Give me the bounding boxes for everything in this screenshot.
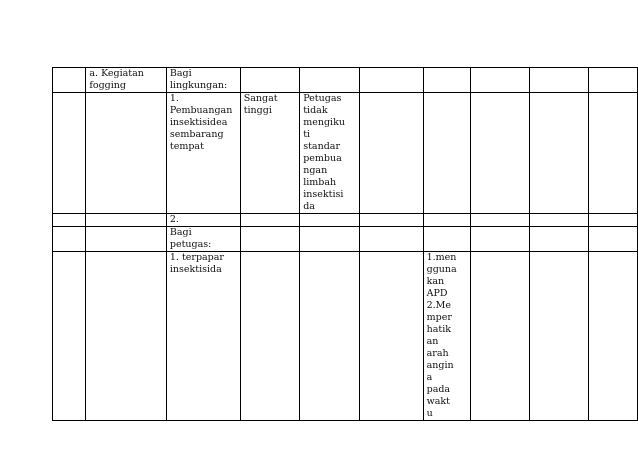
table-cell bbox=[166, 227, 240, 252]
table-cell bbox=[471, 227, 530, 252]
table-cell bbox=[86, 214, 167, 227]
table-row bbox=[53, 214, 638, 227]
table-cell bbox=[588, 68, 637, 93]
table-cell bbox=[240, 227, 300, 252]
table-cell bbox=[240, 68, 300, 93]
table-cell bbox=[300, 68, 360, 93]
table-cell bbox=[471, 93, 530, 214]
table-row bbox=[53, 252, 638, 421]
table-cell bbox=[240, 252, 300, 421]
table-cell bbox=[240, 93, 300, 214]
table-cell bbox=[530, 252, 589, 421]
table-cell bbox=[359, 68, 423, 93]
table-cell bbox=[86, 227, 167, 252]
cell-text: Bagi lingkungan: bbox=[169, 68, 228, 91]
cell-text: 2. bbox=[169, 214, 179, 225]
cell-text: 1. terpapar insektisida bbox=[169, 252, 224, 275]
cell-text: 1. Pembuangan insektisidea sembarang tempat bbox=[169, 93, 233, 152]
table-cell bbox=[471, 252, 530, 421]
cell-text: 1.men gguna kan APD 2.Me mper hatik an arah angin a pada wakt u bbox=[426, 252, 457, 419]
table-cell bbox=[530, 227, 589, 252]
table-cell bbox=[530, 68, 589, 93]
table-cell bbox=[166, 93, 240, 214]
table-cell bbox=[423, 214, 471, 227]
table-cell bbox=[53, 93, 86, 214]
table-cell bbox=[300, 227, 360, 252]
document-table bbox=[52, 67, 638, 421]
table-cell bbox=[166, 68, 240, 93]
table-cell bbox=[359, 214, 423, 227]
cell-text: Bagi petugas: bbox=[169, 227, 212, 250]
table-cell bbox=[423, 93, 471, 214]
cell-text: Sangat tinggi bbox=[243, 93, 278, 116]
cell-text: a. Kegiatan fogging bbox=[89, 68, 144, 91]
table-cell bbox=[300, 252, 360, 421]
table-cell bbox=[86, 252, 167, 421]
table-cell bbox=[423, 68, 471, 93]
table-cell bbox=[423, 227, 471, 252]
table-cell bbox=[240, 214, 300, 227]
table-cell bbox=[423, 252, 471, 421]
table-cell bbox=[471, 68, 530, 93]
table-cell bbox=[166, 252, 240, 421]
table-cell bbox=[359, 227, 423, 252]
table-row bbox=[53, 68, 638, 93]
table-cell bbox=[53, 214, 86, 227]
table-cell bbox=[53, 227, 86, 252]
table-cell bbox=[359, 93, 423, 214]
cell-text: Petugas tidak mengiku ti standar pembua ngan limbah insektisi da bbox=[303, 93, 345, 212]
table-cell bbox=[471, 214, 530, 227]
table-cell bbox=[588, 252, 637, 421]
table-cell bbox=[53, 68, 86, 93]
table-cell bbox=[588, 214, 637, 227]
table-body bbox=[53, 68, 638, 421]
table-cell bbox=[86, 93, 167, 214]
table-cell bbox=[300, 93, 360, 214]
table-cell bbox=[359, 252, 423, 421]
table-cell bbox=[588, 227, 637, 252]
table-cell bbox=[588, 93, 637, 214]
table-row bbox=[53, 227, 638, 252]
table-cell bbox=[530, 214, 589, 227]
table-cell bbox=[53, 252, 86, 421]
table-cell bbox=[530, 93, 589, 214]
table-cell bbox=[300, 214, 360, 227]
table-cell bbox=[86, 68, 167, 93]
table-cell bbox=[166, 214, 240, 227]
table-row bbox=[53, 93, 638, 214]
